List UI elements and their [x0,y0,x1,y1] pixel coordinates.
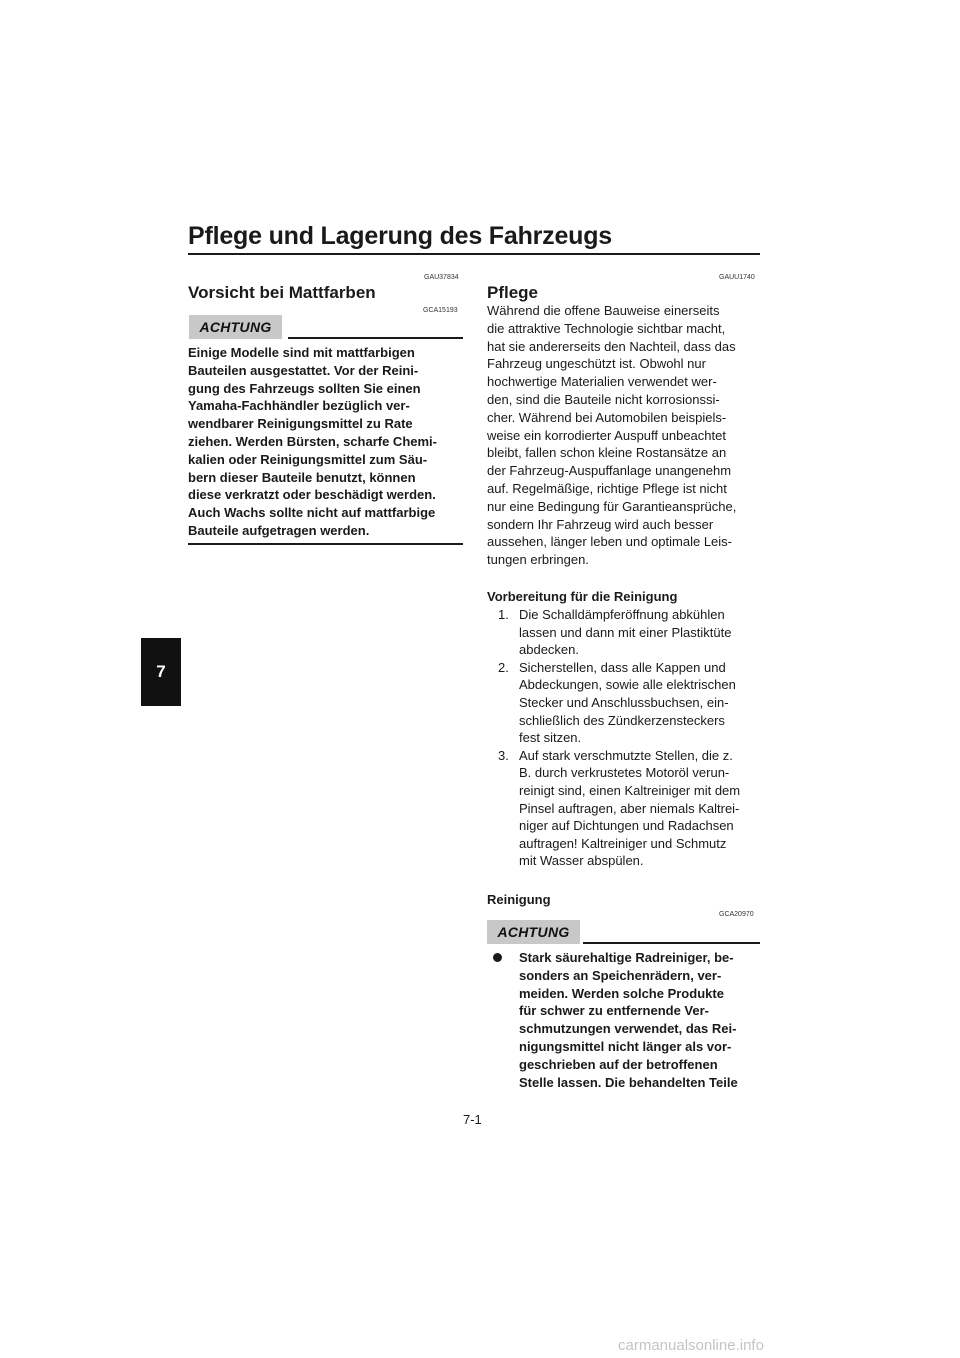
step-line: B. durch verkrustetes Motoröl verun- [519,765,730,781]
caution-line: diese verkratzt oder beschädigt werden. [188,487,436,503]
caution-end-rule [188,543,463,545]
bullet-line: Stelle lassen. Die behandelten Teile [519,1074,738,1090]
caution-line: gung des Fahrzeugs sollten Sie einen [188,380,421,396]
paragraph-line: nur eine Bedingung für Garantieansprüche, [487,498,737,514]
caution-line: Bauteilen ausgestattet. Vor der Reini- [188,362,419,378]
caution-line: Auch Wachs sollte nicht auf mattfarbige [188,505,436,521]
section-code: GAU37834 [424,274,459,281]
watermark: carmanualsonline.info [618,1337,764,1354]
bullet-icon [493,953,502,962]
caution-text [188,344,437,540]
caution-line: ziehen. Werden Bürsten, scharfe Chemi- [188,433,437,449]
paragraph-line: die attraktive Technologie sichtbar macht, [487,320,726,336]
caution-line: wendbarer Reinigungsmittel zu Rate [188,416,413,432]
section-heading-mattfarben: Vorsicht bei Mattfarben [188,283,376,302]
section-code: GAUU1740 [719,274,755,281]
paragraph-line: auf. Regelmäßige, richtige Pflege ist nicht [487,480,727,496]
step-line: Pinsel auftragen, aber niemals Kaltrei- [519,800,740,816]
paragraph-line: den, sind die Bauteile nicht korrosionssi- [487,391,720,407]
bullet-line: für schwer zu entfernende Ver- [519,1003,709,1019]
bullet-line: geschrieben auf der betroffenen [519,1056,718,1072]
step-number: 2. [498,659,509,675]
bullet-line: sonders an Speichenrädern, ver- [519,967,722,983]
paragraph-line: bleibt, fallen schon kleine Rostansätze an [487,445,727,461]
page-title: Pflege und Lagerung des Fahrzeugs [188,222,613,250]
paragraph-line: aussehen, länger leben und optimale Leis- [487,534,733,550]
list-item [493,949,738,1091]
subheading-reinigung: Reinigung [487,892,551,907]
paragraph-line: cher. Während bei Automobilen beispiels- [487,409,727,425]
caution-line: kalien oder Reinigungsmittel zum Säu- [188,451,428,467]
caution-rule [288,337,463,339]
caution-rule [583,942,760,944]
chapter-tab: 7 [141,638,181,706]
step-line: lassen und dann mit einer Plastiktüte [519,624,732,640]
bullet-line: Stark säurehaltige Radreiniger, be- [519,950,734,965]
caution-line: Yamaha-Fachhändler bezüglich ver- [188,398,410,414]
paragraph-line: tungen erbringen. [487,552,589,568]
caution-line: bern dieser Bauteile benutzt, können [188,469,416,485]
caution-line: Einige Modelle sind mit mattfarbigen [188,345,415,360]
section-heading-pflege: Pflege [487,283,539,302]
list-item [498,659,740,747]
paragraph-line: Während die offene Bauweise einerseits [487,303,720,318]
step-line: Sicherstellen, dass alle Kappen und [519,659,726,675]
step-line: niger auf Dichtungen und Radachsen [519,818,734,834]
step-number: 3. [498,747,509,763]
step-list [498,606,740,870]
step-line: auftragen! Kaltreiniger und Schmutz [519,835,727,851]
bullet-line: schmutzungen verwendet, das Rei- [519,1021,737,1037]
step-line: Abdeckungen, sowie alle elektrischen [519,677,736,693]
step-line: Auf stark verschmutzte Stellen, die z. [519,747,733,763]
list-item [498,747,740,870]
paragraph-line: hat sie andererseits den Nachteil, dass das [487,338,736,354]
step-line: fest sitzen. [519,730,582,746]
bullet-line: nigungsmittel nicht länger als vor- [519,1038,732,1054]
caution-label: ACHTUNG [487,920,580,944]
step-line: mit Wasser abspülen. [519,853,644,869]
page-number: 7-1 [463,1112,482,1127]
step-line: Die Schalldämpferöffnung abkühlen [519,607,725,622]
paragraph-line: hochwertige Materialien verwendet wer- [487,374,717,390]
list-item [498,606,740,659]
step-number: 1. [498,607,509,622]
caution-code: GCA20970 [719,911,754,918]
caution-label: ACHTUNG [189,315,282,339]
caution-code: GCA15193 [423,307,458,314]
step-line: abdecken. [519,642,579,658]
paragraph-line: Fahrzeug ungeschützt ist. Obwohl nur [487,356,706,372]
caution-line: Bauteile aufgetragen werden. [188,522,370,538]
paragraph-line: der Fahrzeug-Auspuffanlage unangenehm [487,463,732,479]
bullet-line: meiden. Werden solche Produkte [519,985,724,1001]
title-rule [188,253,760,255]
step-line: Stecker und Anschlussbuchsen, ein- [519,694,729,710]
paragraph-line: sondern Ihr Fahrzeug wird auch besser [487,516,714,532]
subheading-vorbereitung: Vorbereitung für die Reinigung [487,589,678,604]
paragraph-line: weise ein korrodierter Auspuff unbeachtet [487,427,726,443]
step-line: reinigt sind, einen Kaltreiniger mit dem [519,782,741,798]
step-line: schließlich des Zündkerzensteckers [519,712,725,728]
intro-paragraph [487,302,736,569]
